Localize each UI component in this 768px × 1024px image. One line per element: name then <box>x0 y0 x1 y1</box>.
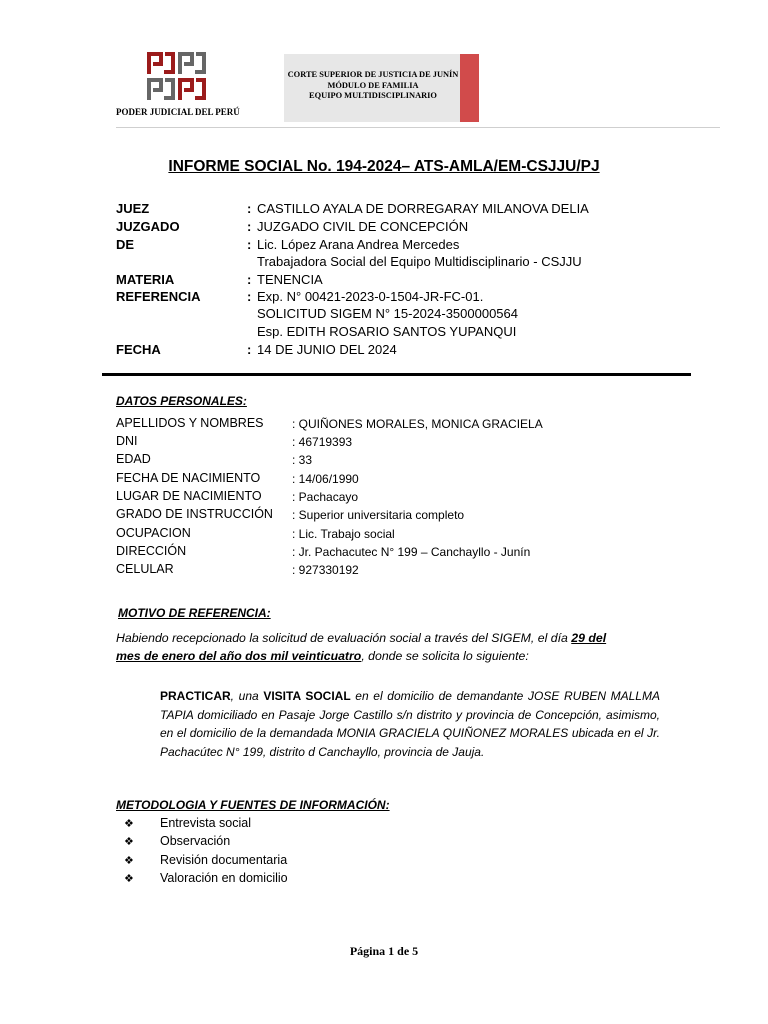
methodology-item: Entrevista social <box>160 816 252 830</box>
metodologia-heading: METODOLOGIA Y FUENTES DE INFORMACIÓN: <box>116 798 390 812</box>
quote-verb: PRACTICAR <box>160 689 231 703</box>
personal-field-value: : 927330192 <box>292 563 359 577</box>
header-divider <box>116 127 720 128</box>
personal-field-label: OCUPACION <box>116 526 191 540</box>
personal-field-label: LUGAR DE NACIMIENTO <box>116 489 262 503</box>
colon: : <box>247 272 252 287</box>
de-value-role: Trabajadora Social del Equipo Multidisciplinario - CSJJU <box>257 254 582 269</box>
de-label: DE <box>116 237 135 252</box>
personal-field-value: : 33 <box>292 453 313 467</box>
motivo-intro <box>116 629 661 665</box>
colon: : <box>247 219 252 234</box>
de-value: Lic. López Arana Andrea Mercedes <box>257 237 460 252</box>
header-box-text <box>284 70 462 102</box>
personal-heading: DATOS PERSONALES: <box>116 394 247 408</box>
colon: : <box>247 342 252 357</box>
request-quote <box>160 687 660 761</box>
intro-text-end: , donde se solicita lo siguiente: <box>361 649 529 663</box>
juzgado-label: JUZGADO <box>116 219 180 234</box>
quote-body: en el domicilio de demandante JOSE RUBEN MALLMA TAPIA domiciliado en Pasaje Jorge Castillo s/n distrito y provincia de Concepción, asimismo, en el domicilio de la demandada MONIA GRACIELA QUIÑONEZ MORALES ubicada en el Jr. Pachacútec N° 199, distrito d Canchayllo, provincia de Jauja. <box>160 689 660 759</box>
colon: : <box>247 237 252 252</box>
personal-field-label: DNI <box>116 434 138 448</box>
module-name: MÓDULO DE FAMILIA <box>327 80 419 90</box>
personal-field-label: FECHA DE NACIMIENTO <box>116 471 261 485</box>
report-title: INFORME SOCIAL No. 194-2024– ATS-AMLA/EM-CSJJU/PJ <box>168 158 600 175</box>
materia-label: MATERIA <box>116 272 175 287</box>
methodology-item: Valoración en domicilio <box>160 871 288 885</box>
bullet-diamond-icon: ❖ <box>124 818 134 830</box>
methodology-item: Revisión documentaria <box>160 853 288 867</box>
personal-field-label: DIRECCIÓN <box>116 544 187 558</box>
bullet-diamond-icon: ❖ <box>124 836 134 848</box>
section-rule <box>102 373 691 376</box>
materia-value: TENENCIA <box>257 272 323 287</box>
org-name: PODER JUDICIAL DEL PERÚ <box>116 107 240 117</box>
court-name: CORTE SUPERIOR DE JUSTICIA DE JUNÍN <box>287 70 459 79</box>
personal-field-value: : Lic. Trabajo social <box>292 527 395 541</box>
colon: : <box>247 201 252 216</box>
colon: : <box>247 289 252 304</box>
personal-field-label: CELULAR <box>116 562 174 576</box>
referencia-especialista: Esp. EDITH ROSARIO SANTOS YUPANQUI <box>257 324 517 339</box>
quote-text: , una <box>230 689 264 703</box>
header-accent-bar <box>460 54 479 122</box>
referencia-value: Exp. N° 00421-2023-0-1504-JR-FC-01. <box>257 289 484 304</box>
poder-judicial-logo <box>147 52 209 102</box>
juzgado-value: JUZGADO CIVIL DE CONCEPCIÓN <box>257 219 469 234</box>
intro-text: Habiendo recepcionado la solicitud de evaluación social a través del SIGEM, el día <box>116 631 572 645</box>
page-number: Página 1 de 5 <box>349 944 419 958</box>
juez-value: CASTILLO AYALA DE DORREGARAY MILANOVA DELIA <box>257 201 589 216</box>
personal-field-value: : Jr. Pachacutec N° 199 – Canchayllo - Junín <box>292 545 531 559</box>
personal-field-label: APELLIDOS Y NOMBRES <box>116 416 264 430</box>
fecha-value: 14 DE JUNIO DEL 2024 <box>257 342 397 357</box>
referencia-label: REFERENCIA <box>116 289 201 304</box>
personal-field-value: : QUIÑONES MORALES, MONICA GRACIELA <box>292 417 543 431</box>
fecha-label: FECHA <box>116 342 161 357</box>
bullet-diamond-icon: ❖ <box>124 855 134 867</box>
juez-label: JUEZ <box>116 201 150 216</box>
methodology-item: Observación <box>160 834 231 848</box>
personal-field-value: : 14/06/1990 <box>292 472 359 486</box>
quote-visita: VISITA SOCIAL <box>263 689 351 703</box>
personal-field-value: : 46719393 <box>292 435 353 449</box>
personal-field-label: GRADO DE INSTRUCCIÓN <box>116 507 273 521</box>
referencia-sigem: SOLICITUD SIGEM N° 15-2024-3500000564 <box>257 306 518 321</box>
intro-date-cont: mes de enero del año dos mil veinticuatro <box>116 649 362 663</box>
team-name: EQUIPO MULTIDISCIPLINARIO <box>309 91 437 100</box>
motivo-heading: MOTIVO DE REFERENCIA: <box>118 606 271 620</box>
bullet-diamond-icon: ❖ <box>124 873 134 885</box>
personal-field-value: : Superior universitaria completo <box>292 508 465 522</box>
intro-date: 29 del <box>571 631 607 645</box>
personal-field-label: EDAD <box>116 452 151 466</box>
personal-field-value: : Pachacayo <box>292 490 359 504</box>
